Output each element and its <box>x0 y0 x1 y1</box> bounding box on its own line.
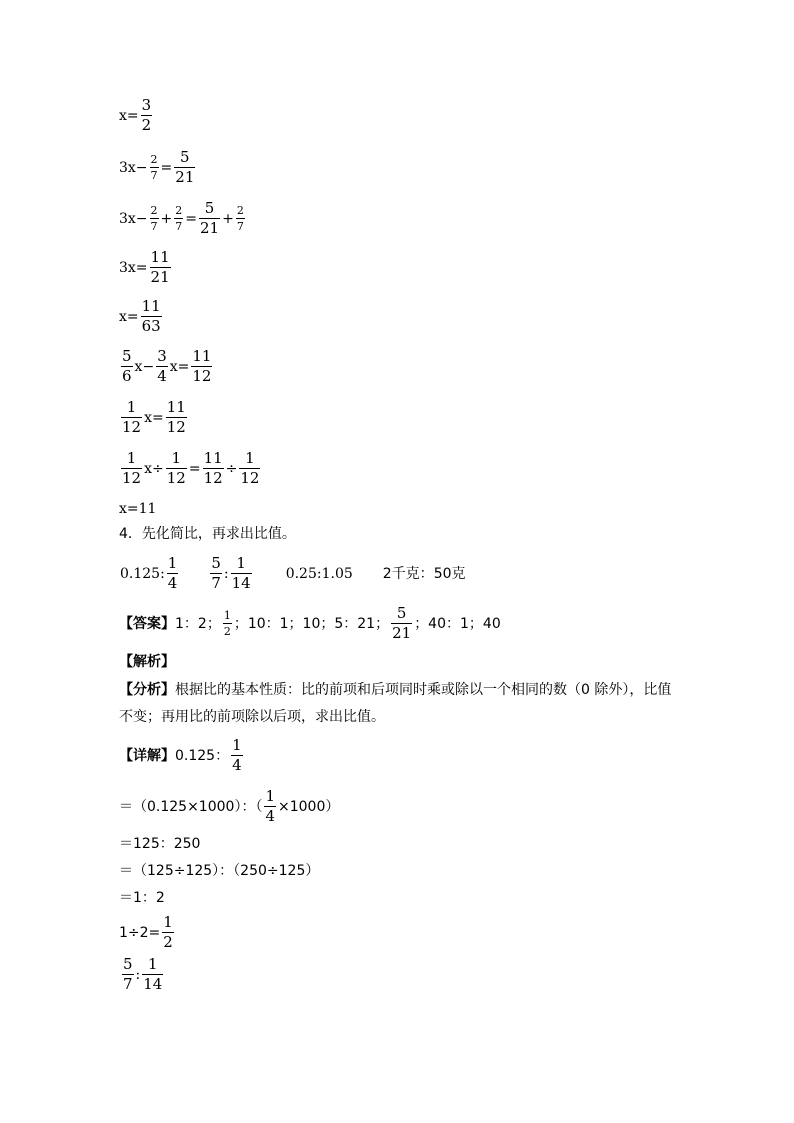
fraction: $\frac{2}{7}$ <box>236 204 244 233</box>
fenxi-text: 根据比的基本性质：比的前项和后项同时乘或除以一个相同的数（0 除外），比值 <box>175 682 672 698</box>
eq-text: + <box>222 210 234 227</box>
fraction: $\frac{3}{2}$ <box>141 96 152 134</box>
eq-text: = <box>160 159 173 176</box>
analysis-label: 【解析】 <box>119 654 175 670</box>
fraction: $\frac{5}{21}$ <box>200 199 220 237</box>
equation-line-9 <box>119 502 156 516</box>
detail-line <box>119 738 245 773</box>
eq-text: x=11 <box>119 501 157 517</box>
step-line-2: ＝125：250 <box>119 836 201 852</box>
fraction: $\frac{1}{2}$ <box>163 913 173 951</box>
question-items <box>120 556 466 591</box>
detail-label: 【详解】 <box>119 747 175 764</box>
analysis-paragraph-line-1 <box>119 683 671 697</box>
eq-text: ÷ <box>225 460 238 477</box>
fraction: $\frac{1}{12}$ <box>240 449 260 487</box>
step-line-4: ＝1：2 <box>119 890 165 906</box>
equation-line-3 <box>119 201 247 236</box>
eq-text: + <box>160 210 173 227</box>
ratio-b: $\frac{5}{7}$ : $\frac{1}{14}$ <box>211 554 251 592</box>
question-title: 4．先化简比，再求出比值。 <box>119 526 296 542</box>
eq-text: x= <box>169 358 190 375</box>
answer-text: ；10：1；10；5：21； <box>233 615 390 632</box>
step-line-3: ＝（125÷125）：（250÷125） <box>119 863 320 879</box>
fraction: $\frac{5}{7}$ <box>123 955 133 993</box>
fraction: $\frac{5}{21}$ <box>175 148 195 186</box>
fraction: $\frac{5}{6}$ <box>122 347 132 385</box>
fraction: $\frac{1}{14}$ <box>231 554 251 592</box>
fraction: $\frac{1}{4}$ <box>232 736 242 774</box>
equation-line-1 <box>119 98 154 133</box>
eq-text: = <box>188 460 201 477</box>
eq-text: 3x− <box>119 159 148 176</box>
fraction: $\frac{11}{63}$ <box>141 297 161 335</box>
fraction: $\frac{1}{4}$ <box>167 554 178 592</box>
eq-text: = <box>185 210 198 227</box>
eq-text: x− <box>134 358 155 375</box>
equation-line-6 <box>119 349 214 384</box>
analysis-paragraph-line-2: 不变；再用比的前项除以后项，求出比值。 <box>119 709 385 725</box>
fraction: $\frac{1}{12}$ <box>122 398 142 436</box>
fraction: $\frac{2}{7}$ <box>150 153 158 182</box>
eq-text: 3x− <box>119 210 148 227</box>
equation-line-4 <box>119 250 173 285</box>
equation-line-2 <box>119 150 197 185</box>
step-line-5: 1÷2= $\frac{1}{2}$ <box>119 913 173 951</box>
fraction: $\frac{11}{12}$ <box>203 449 223 487</box>
fraction: $\frac{5}{7}$ <box>211 554 221 592</box>
answer-text: ；40：1；40 <box>414 615 501 632</box>
equation-line-8 <box>119 451 262 486</box>
answer-label: 【答案】 <box>119 615 175 632</box>
step-line-6: $\frac{5}{7}$ : $\frac{1}{14}$ <box>123 955 163 993</box>
ratio-c: 0.25:1.05 <box>285 565 353 582</box>
fraction: $\frac{3}{4}$ <box>157 347 167 385</box>
fraction: $\frac{1}{12}$ <box>166 449 186 487</box>
eq-text: x÷ <box>144 460 164 477</box>
fraction: $\frac{11}{12}$ <box>166 398 186 436</box>
fraction: $\frac{2}{7}$ <box>175 204 183 233</box>
fraction: $\frac{1}{2}$ <box>223 609 231 638</box>
fraction: $\frac{11}{12}$ <box>192 347 212 385</box>
answer-text: 1：2； <box>175 615 221 632</box>
fenxi-label: 【分析】 <box>119 682 175 698</box>
eq-text: x= <box>119 308 139 325</box>
equation-line-5 <box>119 299 164 334</box>
fraction: $\frac{1}{12}$ <box>122 449 142 487</box>
eq-text: x= <box>144 409 164 426</box>
fraction: $\frac{2}{7}$ <box>150 204 158 233</box>
fraction: $\frac{1}{4}$ <box>265 787 275 825</box>
equation-line-7 <box>119 400 189 435</box>
step-line-1: ＝（0.125×1000）：（ $\frac{1}{4}$ ×1000） <box>119 787 340 825</box>
ratio-d: 2千克：50克 <box>382 565 466 582</box>
eq-text: 3x= <box>119 259 148 276</box>
answer-line <box>119 606 501 641</box>
fraction: $\frac{1}{14}$ <box>143 955 163 993</box>
fraction: $\frac{11}{21}$ <box>150 248 170 286</box>
fraction: $\frac{5}{21}$ <box>392 604 412 642</box>
detail-text: 0.125： <box>175 747 230 764</box>
eq-text: x= <box>119 107 139 124</box>
ratio-a: 0.125: $\frac{1}{4}$ <box>120 554 178 592</box>
